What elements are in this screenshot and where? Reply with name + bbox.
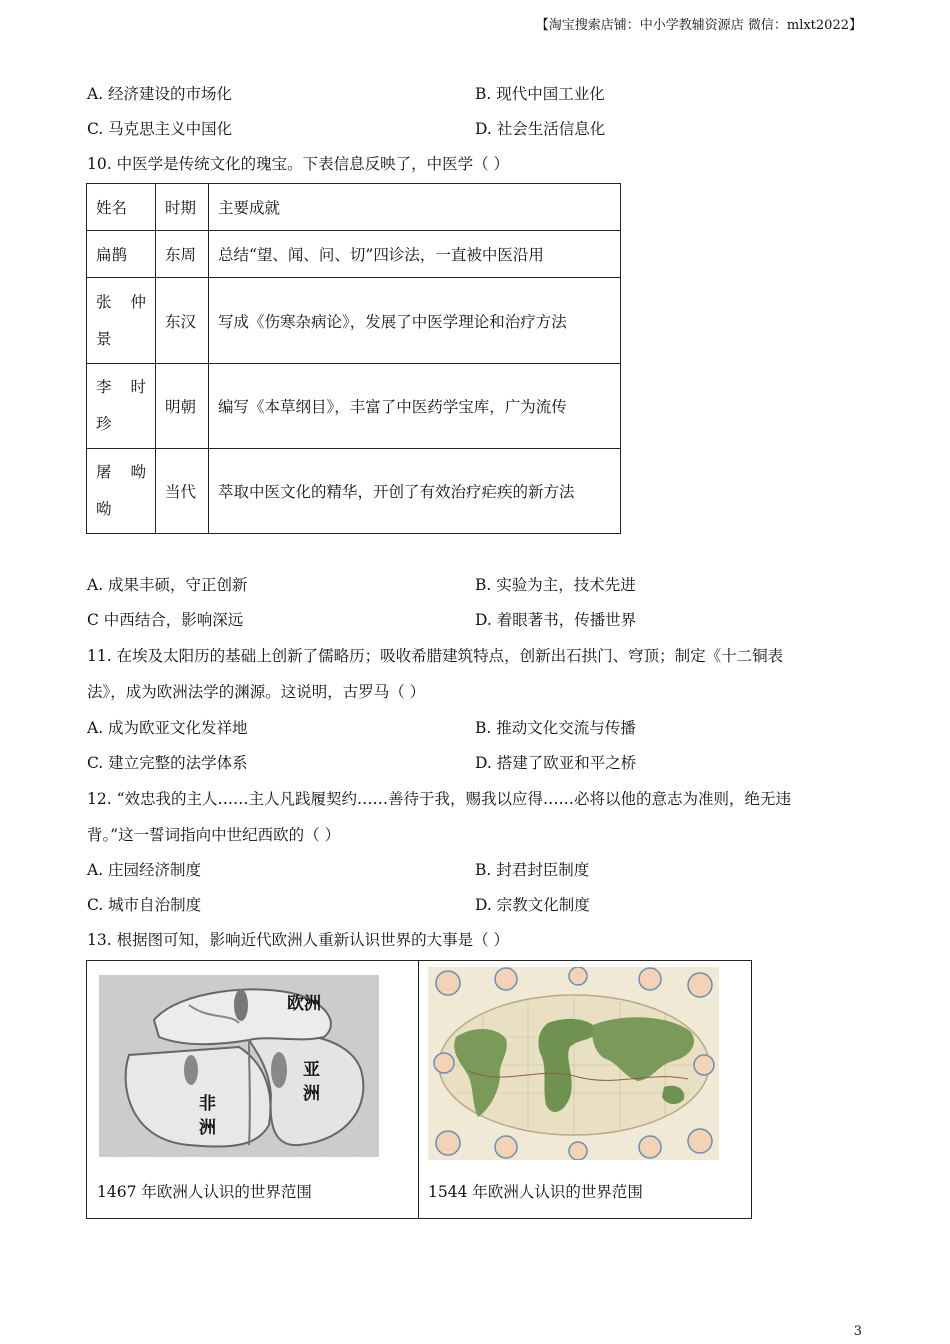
q12-stem-line2: 背。”这一誓词指向中世纪西欧的（ ） <box>87 826 341 844</box>
label-europe: 欧洲 <box>287 994 321 1014</box>
cell-name: 扁鹊 <box>87 231 156 278</box>
cell-era: 东周 <box>156 231 209 278</box>
q12-option-a: A. 庄园经济制度 <box>87 861 202 879</box>
cell-era: 当代 <box>156 449 209 534</box>
q12-stem-line1: 12. “效忠我的主人……主人凡践履契约……善待于我，赐我以应得……必将以他的意志为准则，绝无违 <box>87 790 792 808</box>
medicine-table <box>86 183 621 534</box>
q11-option-c: C. 建立完整的法学体系 <box>87 754 248 772</box>
table-header-row <box>87 184 621 231</box>
cell-name: 李 时 珍 <box>87 364 156 449</box>
q10-option-b: B. 实验为主，技术先进 <box>475 576 636 594</box>
map-1544-caption: 1544 年欧洲人认识的世界范围 <box>428 1183 643 1201</box>
page-number: 3 <box>853 1324 862 1339</box>
cell-era: 明朝 <box>156 364 209 449</box>
q12-option-c: C. 城市自治制度 <box>87 896 202 914</box>
q10-option-d: D. 着眼著书，传播世界 <box>475 611 637 629</box>
q11-option-a: A. 成为欧亚文化发祥地 <box>87 719 248 737</box>
q10-option-a: A. 成果丰硕，守正创新 <box>87 576 248 594</box>
cell-name: 屠 呦 呦 <box>87 449 156 534</box>
cell-achievement: 萃取中医文化的精华，开创了有效治疗疟疾的新方法 <box>209 449 621 534</box>
q11-stem-line1: 11. 在埃及太阳历的基础上创新了儒略历；吸收希腊建筑特点，创新出石拱门、穹顶；制定《十二铜表 <box>87 647 784 665</box>
label-africa-2: 洲 <box>199 1118 216 1138</box>
cell-achievement: 总结“望、闻、问、切”四诊法，一直被中医沿用 <box>209 231 621 278</box>
label-africa-1: 非 <box>199 1094 216 1114</box>
cell-era: 东汉 <box>156 278 209 364</box>
q10-stem: 10. 中医学是传统文化的瑰宝。下表信息反映了，中医学（ ） <box>87 155 510 173</box>
q12-option-b: B. 封君封臣制度 <box>475 861 590 879</box>
q11-option-b: B. 推动文化交流与传播 <box>475 719 636 737</box>
header-achievement: 主要成就 <box>209 184 621 231</box>
table-row <box>87 231 621 278</box>
q9-option-c: C. 马克思主义中国化 <box>87 120 233 138</box>
q10-option-c: C 中西结合，影响深远 <box>87 611 244 629</box>
label-asia-2: 洲 <box>303 1084 320 1104</box>
page-header: 【淘宝搜索店铺：中小学教辅资源店 微信：mlxt2022】 <box>535 18 862 33</box>
table-row <box>87 278 621 364</box>
cell-achievement: 编写《本草纲目》，丰富了中医药学宝库，广为流传 <box>209 364 621 449</box>
table-row <box>87 449 621 534</box>
q12-option-d: D. 宗教文化制度 <box>475 896 590 914</box>
header-era: 时期 <box>156 184 209 231</box>
q9-option-a: A. 经济建设的市场化 <box>87 85 233 103</box>
cell-name: 张 仲 景 <box>87 278 156 364</box>
table-row <box>87 364 621 449</box>
label-asia-1: 亚 <box>303 1060 320 1080</box>
map-1544 <box>428 967 719 1160</box>
q11-option-d: D. 搭建了欧亚和平之桥 <box>475 754 637 772</box>
q9-option-d: D. 社会生活信息化 <box>475 120 606 138</box>
header-name: 姓名 <box>87 184 156 231</box>
q11-stem-line2: 法》，成为欧洲法学的渊源。这说明，古罗马（ ） <box>87 683 426 701</box>
map-1467 <box>99 975 379 1157</box>
map-1467-caption: 1467 年欧洲人认识的世界范围 <box>97 1183 312 1201</box>
map-comparison-figure <box>86 960 752 1219</box>
q9-option-b: B. 现代中国工业化 <box>475 85 605 103</box>
cell-achievement: 写成《伤寒杂病论》，发展了中医学理论和治疗方法 <box>209 278 621 364</box>
q13-stem: 13. 根据图可知，影响近代欧洲人重新认识世界的大事是（ ） <box>87 931 510 949</box>
